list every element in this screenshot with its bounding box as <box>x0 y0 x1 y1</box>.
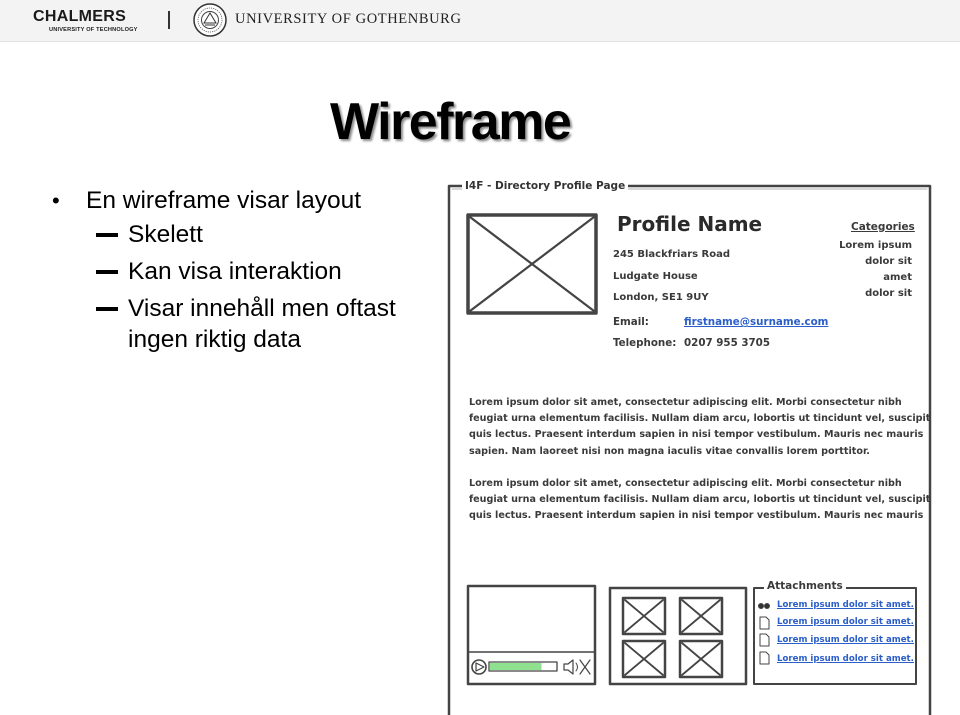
wireframe-attachment-link: Lorem ipsum dolor sit amet. <box>777 654 914 664</box>
wireframe-phone-label: Telephone: <box>613 337 677 349</box>
header-divider <box>168 11 170 29</box>
dash-icon <box>96 307 118 311</box>
bullet-dot-icon: • <box>52 188 60 213</box>
wireframe-categories-title: Categories <box>851 221 915 233</box>
wireframe-paragraph <box>469 395 931 460</box>
wireframe-paragraph-line: Lorem ipsum dolor sit amet, consectetur adipiscing elit. Morbi consectetur nibh <box>469 478 902 489</box>
sub-bullet-text: Kan visa interaktion <box>128 258 342 285</box>
wireframe-paragraph-line: sapien. Nam laoreet nisi non magna iaculis vitae convallis lorem porttitor. <box>469 445 870 457</box>
wireframe-attachment-link: Lorem ipsum dolor sit amet. <box>777 635 914 645</box>
wireframe-paragraph-line: quis lectus. Praesent interdum sapien in nisi tempor vestibulum. Mauris nec mauris <box>469 429 924 441</box>
wireframe-paragraph-line: Lorem ipsum dolor sit amet, consectetur adipiscing elit. Morbi consectetur nibh <box>469 397 902 408</box>
bullet-item <box>48 186 438 216</box>
wireframe-phone-value: 0207 955 3705 <box>684 337 770 349</box>
dash-icon <box>96 233 118 237</box>
wireframe-paragraph-line: quis lectus. Praesent interdum sapien in nisi tempor vestibulum. Mauris nec mauris <box>469 510 924 522</box>
chalmers-logo <box>33 9 138 33</box>
wireframe-category-item: dolor sit <box>865 256 912 267</box>
sub-bullet-text: Skelett <box>128 221 203 248</box>
bullet-text: En wireframe visar layout <box>86 187 362 214</box>
gothenburg-seal-icon <box>193 3 227 37</box>
chalmers-name: CHALMERS <box>33 8 127 25</box>
image-placeholder-icon <box>468 215 596 313</box>
wireframe-profile-name: Profile Name <box>617 212 763 236</box>
wireframe-address-line: 245 Blackfriars Road <box>613 249 731 260</box>
sub-bullet-item <box>48 253 438 290</box>
attachment-icons <box>759 604 770 665</box>
wireframe-paragraph-line: feugiat urna elementum facilisis. Nullam diam arcu, lobortis ut tincidunt vel, suscipit <box>469 494 931 506</box>
wireframe-email-link: firstname@surname.com <box>684 316 829 328</box>
wireframe-paragraph <box>469 476 931 525</box>
sub-bullet-item <box>48 293 438 355</box>
wireframe-category-item: dolor sit <box>865 288 912 299</box>
wireframe-category-item: Lorem ipsum <box>839 240 912 251</box>
wireframe-attachment-link: Lorem ipsum dolor sit amet. <box>777 600 914 610</box>
wireframe-address-line: Ludgate House <box>613 271 698 282</box>
sub-bullet-text: Visar innehåll men oftast ingen riktig data <box>128 295 396 353</box>
wireframe-page-title: I4F - Directory Profile Page <box>462 180 628 192</box>
chalmers-subtitle: UNIVERSITY OF TECHNOLOGY <box>49 27 138 33</box>
slide-title: Wireframe <box>330 93 571 151</box>
wireframe-paragraph-line: feugiat urna elementum facilisis. Nullam diam arcu, lobortis ut tincidunt vel, suscipit <box>469 413 931 425</box>
wireframe-category-item: amet <box>883 272 912 283</box>
header-bar <box>0 0 960 42</box>
bullet-list <box>48 186 438 355</box>
wireframe-attachment-link: Lorem ipsum dolor sit amet. <box>777 617 914 627</box>
image-gallery-icon <box>610 588 746 684</box>
wireframe-attachments-title: Attachments <box>764 580 846 592</box>
video-player-icon <box>468 586 595 684</box>
wireframe-email-label: Email: <box>613 316 649 328</box>
sub-bullet-item <box>48 216 438 253</box>
gothenburg-name: UNIVERSITY OF GOTHENBURG <box>235 11 462 27</box>
wireframe-address-line: London, SE1 9UY <box>613 292 709 303</box>
dash-icon <box>96 270 118 274</box>
